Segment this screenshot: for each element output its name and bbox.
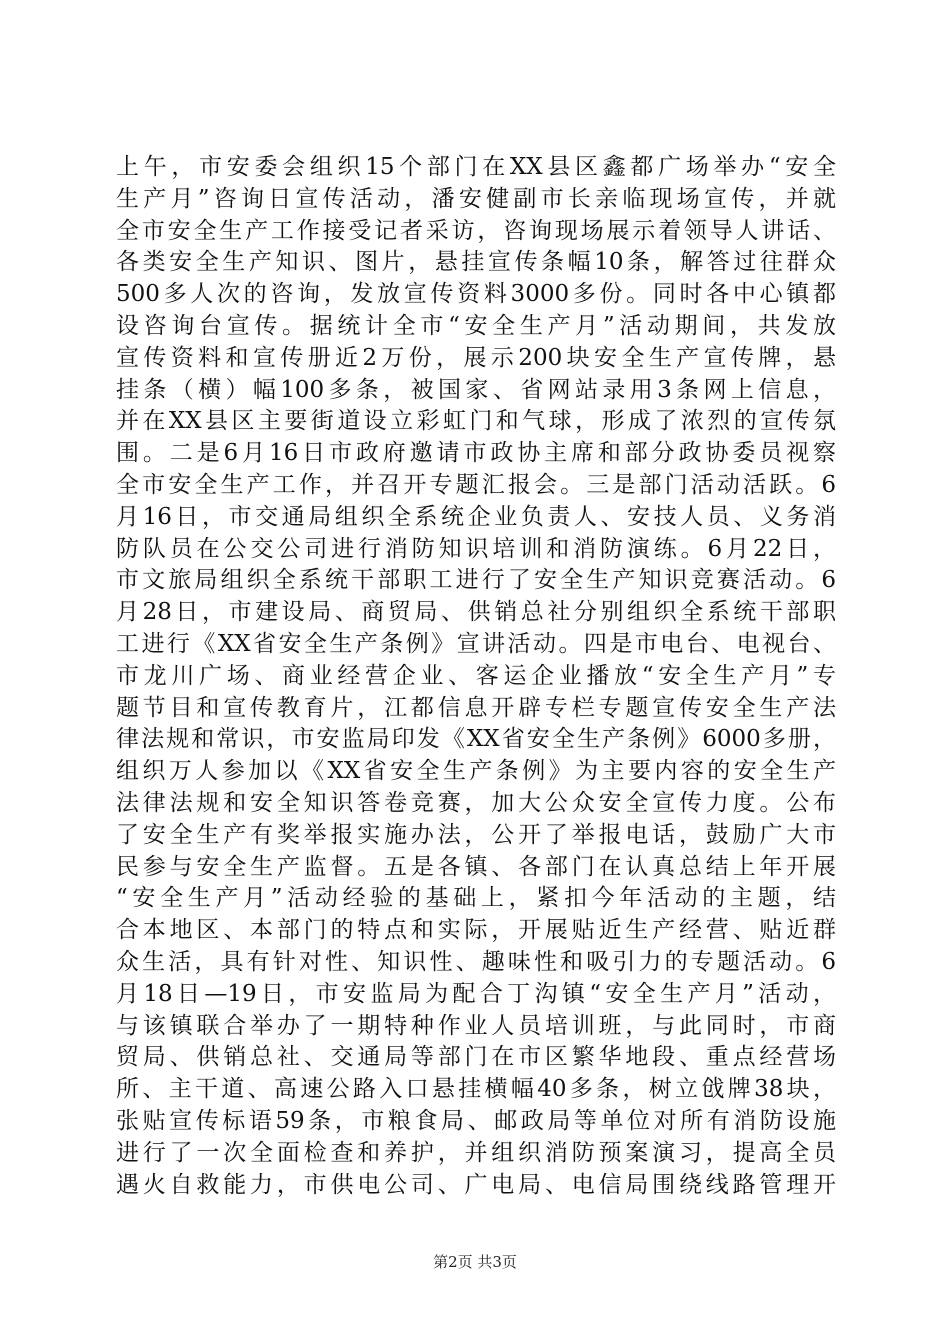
body-text-line: 全市安全生产工作，并召开专题汇报会。三是部门活动活跃。6 [116,471,836,498]
body-text-line: 并在XX县区主要街道设立彩虹门和气球，形成了浓烈的宣传氛 [116,408,836,435]
body-text-line: 上午，市安委会组织15个部门在XX县区鑫都广场举办“安全 [116,154,836,180]
body-text-line: 合本地区、本部门的特点和实际，开展贴近生产经营、贴近群 [116,917,836,944]
body-text-line: 生产月”咨询日宣传活动，潘安健副市长亲临现场宣传，并就 [116,185,836,212]
body-text-line: 法律法规和安全知识答卷竞赛，加大公众安全宣传力度。公布 [116,789,836,816]
body-text-line: “安全生产月”活动经验的基础上，紧扣今年活动的主题，结 [116,885,836,912]
body-text-line: 500多人次的咨询，发放宣传资料3000多份。同时各中心镇都 [116,281,836,308]
body-text-line: 遇火自救能力，市供电公司、广电局、电信局围绕线路管理开 [116,1171,836,1198]
body-text-line: 月16日，市交通局组织全系统企业负责人、安技人员、义务消 [116,503,836,530]
body-text-line: 月18日—19日，市安监局为配合丁沟镇“安全生产月”活动， [116,980,836,1007]
body-text-line: 与该镇联合举办了一期特种作业人员培训班，与此同时，市商 [116,1012,836,1039]
body-text-line: 所、主干道、高速公路入口悬挂横幅40多条，树立戗牌38块， [116,1076,836,1103]
body-text-line: 工进行《XX省安全生产条例》宣讲活动。四是市电台、电视台、 [116,630,836,657]
body-text-line: 律法规和常识，市安监局印发《XX省安全生产条例》6000多册， [116,726,836,753]
body-text-line: 月28日，市建设局、商贸局、供销总社分别组织全系统干部职 [116,599,836,626]
page-number-footer: 第2页 共3页 [433,1253,517,1271]
body-text-line: 进行了一次全面检查和养护，并组织消防预案演习，提高全员 [116,1139,836,1166]
body-text-line: 张贴宣传标语59条，市粮食局、邮政局等单位对所有消防设施 [116,1107,836,1134]
body-text-line: 宣传资料和宣传册近2万份，展示200块安全生产宣传牌，悬 [116,344,836,371]
body-text-line: 市龙川广场、商业经营企业、客运企业播放“安全生产月”专 [116,662,836,689]
body-text-line: 全市安全生产工作接受记者采访，咨询现场展示着领导人讲话、 [116,217,836,244]
body-text-line: 防队员在公交公司进行消防知识培训和消防演练。6月22日， [116,535,836,562]
body-text-line: 各类安全生产知识、图片，悬挂宣传条幅10条，解答过往群众 [116,249,836,276]
body-text-line: 题节目和宣传教育片，江都信息开辟专栏专题宣传安全生产法 [116,694,836,721]
body-text-line: 市文旅局组织全系统干部职工进行了安全生产知识竞赛活动。6 [116,567,836,594]
body-text-line: 围。二是6月16日市政府邀请市政协主席和部分政协委员视察 [116,440,836,467]
body-text-line: 民参与安全生产监督。五是各镇、各部门在认真总结上年开展 [116,853,836,880]
body-text-line: 组织万人参加以《XX省安全生产条例》为主要内容的安全生产 [116,758,836,785]
body-text-line: 贸局、供销总社、交通局等部门在市区繁华地段、重点经营场 [116,1044,836,1071]
body-text-line: 众生活，具有针对性、知识性、趣味性和吸引力的专题活动。6 [116,948,836,975]
body-text-line: 挂条（横）幅100多条，被国家、省网站录用3条网上信息， [116,376,836,403]
body-text-line: 设咨询台宣传。据统计全市“安全生产月”活动期间，共发放 [116,312,836,339]
body-text-line: 了安全生产有奖举报实施办法，公开了举报电话，鼓励广大市 [116,821,836,848]
body-text [116,152,836,1201]
